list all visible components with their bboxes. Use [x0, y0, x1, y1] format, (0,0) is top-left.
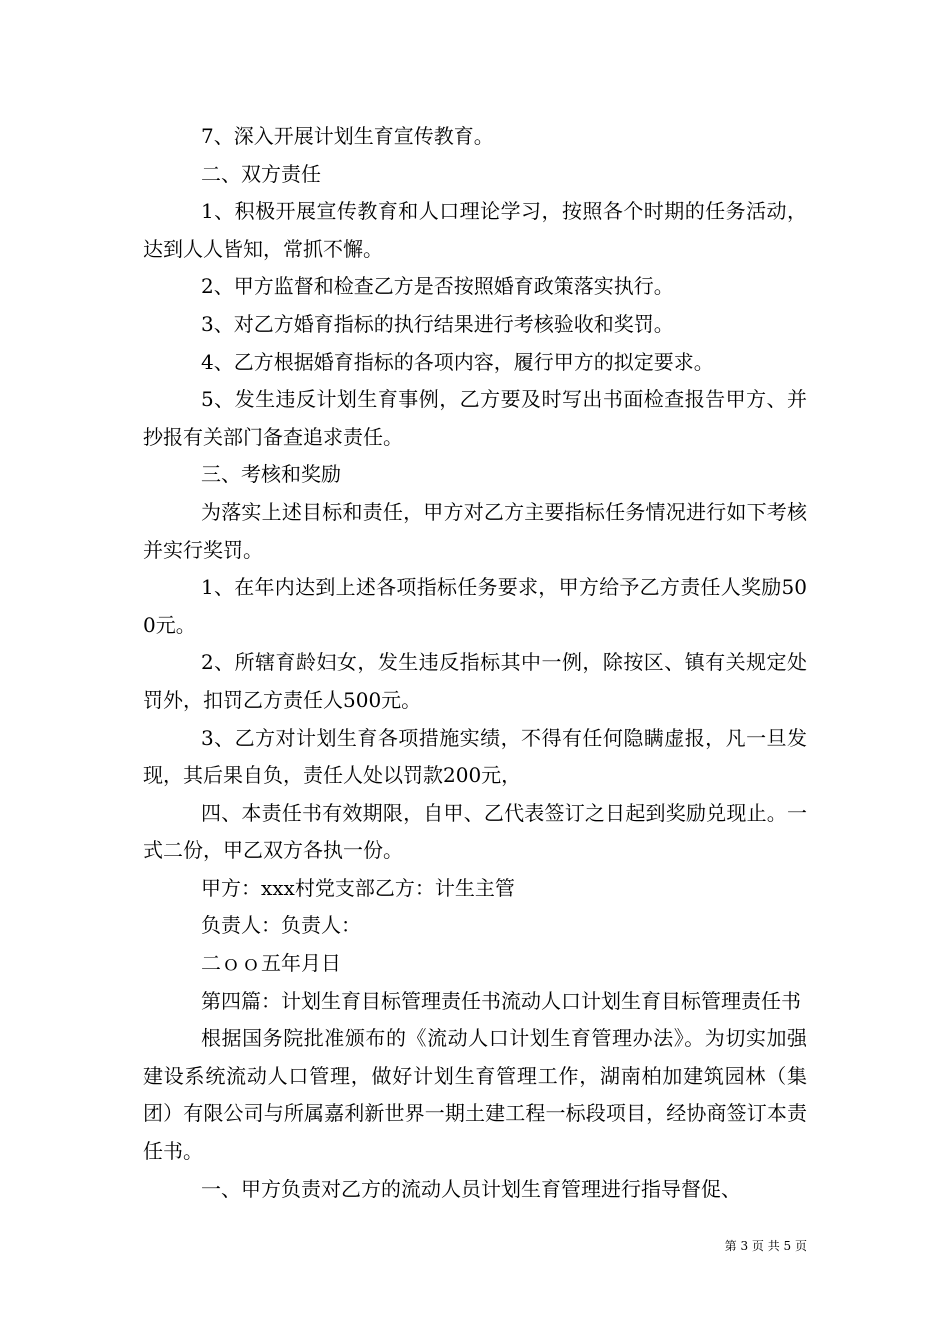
paragraph-13: 四、本责任书有效期限，自甲、乙代表签订之日起到奖励兑现止。一式二份，甲乙双方各执一份。: [143, 800, 807, 863]
paragraph-3: 1、积极开展宣传教育和人口理论学习，按照各个时期的任务活动，达到人人皆知，常抓不懈。: [143, 199, 807, 261]
paragraph-18: 根据国务院批准颁布的《流动人口计划生育管理办法》。为切实加强建设系统流动人口管理，做好计划生育管理工作，湖南柏加建筑园林（集团）有限公司与所属嘉利新世界一期土建工程一标段项目，经协商签订本责任书。: [143, 1026, 807, 1164]
paragraph-9: 为落实上述目标和责任，甲方对乙方主要指标任务情况进行如下考核并实行奖罚。: [143, 499, 807, 562]
paragraph-7: 5、发生违反计划生育事例，乙方要及时写出书面检查报告甲方、并抄报有关部门备查追求责任。: [143, 387, 807, 449]
paragraph-19: 一、甲方负责对乙方的流动人员计划生育管理进行指导督促、: [201, 1176, 741, 1201]
paragraph-11: 2、所辖育龄妇女，发生违反指标其中一例，除按区、镇有关规定处罚外，扣罚乙方责任人500元。: [143, 650, 807, 712]
signature-date: 二ｏｏ五年月日: [201, 951, 341, 976]
paragraph-5: 3、对乙方婚育指标的执行结果进行考核验收和奖罚。: [201, 311, 674, 336]
chapter-heading-part-four: 第四篇：计划生育目标管理责任书流动人口计划生育目标管理责任书: [201, 988, 801, 1013]
section-heading-assessment-rewards: 三、考核和奖励: [201, 462, 341, 487]
page-number-footer: 第 3 页 共 5 页: [724, 1239, 807, 1253]
paragraph-12: 3、乙方对计划生育各项措施实绩，不得有任何隐瞒虚报，凡一旦发现，其后果自负，责任人处以罚款200元，: [143, 725, 807, 788]
signature-responsible-persons: 负责人：负责人：: [201, 913, 361, 938]
paragraph-10: 1、在年内达到上述各项指标任务要求，甲方给予乙方责任人奖励500元。: [143, 575, 807, 637]
paragraph-6: 4、乙方根据婚育指标的各项内容，履行甲方的拟定要求。: [201, 349, 714, 374]
signature-parties: 甲方：xxx村党支部乙方：计生主管: [201, 875, 515, 900]
paragraph-4: 2、甲方监督和检查乙方是否按照婚育政策落实执行。: [201, 274, 674, 299]
paragraph-1: 7、深入开展计划生育宣传教育。: [201, 124, 494, 148]
document-body: [143, 118, 807, 1208]
section-heading-mutual-responsibilities: 二、双方责任: [201, 161, 321, 186]
